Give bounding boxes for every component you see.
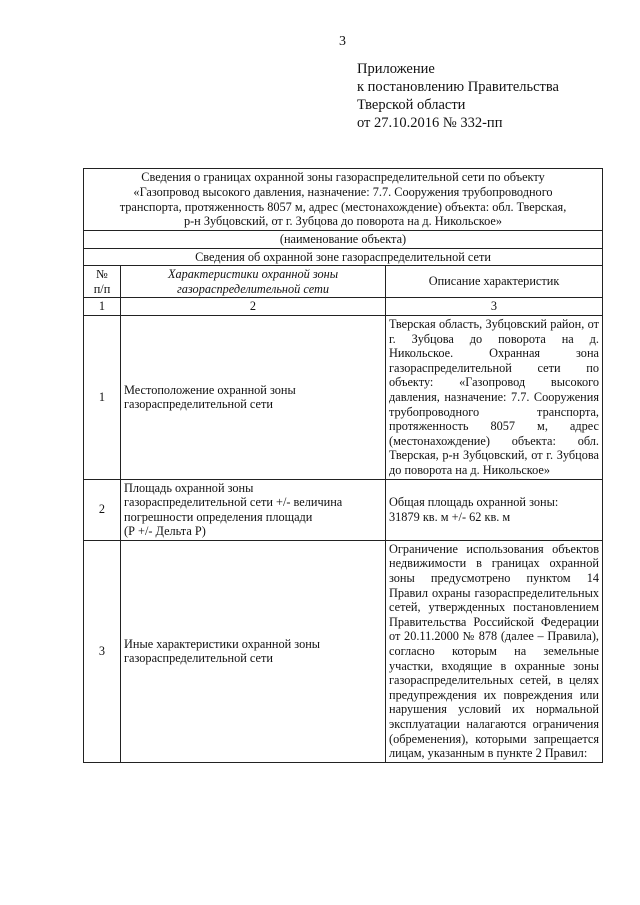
appendix-line: Приложение [357, 61, 435, 77]
appendix-block [357, 60, 559, 132]
table-row [84, 540, 603, 762]
row-description: Тверская область, Зубцовский район, от г. Зубцова до поворота на д. Никольское. Охранная зона газораспределительной сети по объекту: «Газопровод высокого давления, назначение: 7.7. Сооружения трубопроводного транспорта, протяженность 8057 м, адрес (местонахождение) объекта: обл. Тверская, р-н Зубцовский, от г. Зубцова до поворота на д. Никольское» [386, 315, 603, 479]
object-name-label: (наименование объекта) [84, 231, 603, 249]
table-title-row [84, 169, 603, 231]
column-index: 2 [121, 298, 386, 316]
column-index: 1 [84, 298, 121, 316]
section-title: Сведения об охранной зоне газораспределительной сети [84, 248, 603, 266]
table-title: Сведения о границах охранной зоны газораспределительной сети по объекту «Газопровод высокого давления, назначение: 7.7. Сооружения трубопроводного транспорта, протяженность 8057 м, адрес (местонахождение) объекта: обл. Тверская, р-н Зубцовский, от г. Зубцова до поворота на д. Никольское» [84, 169, 603, 231]
page-number: 3 [339, 34, 346, 49]
column-header-description: Описание характеристик [386, 266, 603, 298]
section-title-row [84, 248, 603, 266]
row-number: 1 [84, 315, 121, 479]
appendix-line: к постановлению Правительства [357, 79, 559, 95]
object-name-row [84, 231, 603, 249]
table-row [84, 479, 603, 540]
row-characteristic: Местоположение охранной зоны газораспределительной сети [121, 315, 386, 479]
zone-info-table [83, 168, 603, 763]
row-description: Ограничение использования объектов недвижимости в границах охранной зоны предусмотрено пунктом 14 Правил охраны газораспределительных сетей, утвержденных постановлением Правительства Российской Федерации от 20.11.2000 № 878 (далее – Правила), согласно которым на земельные участки, входящие в охранные зоны газораспределительных сетей, в целях предупреждения их повреждения или нарушения условий их нормальной эксплуатации налагаются ограничения (обременения), которыми запрещается лицам, указанным в пункте 2 Правил: [386, 540, 603, 762]
row-description: Общая площадь охранной зоны: 31879 кв. м +/- 62 кв. м [386, 479, 603, 540]
column-header-row [84, 266, 603, 298]
row-number: 3 [84, 540, 121, 762]
row-characteristic: Площадь охранной зоны газораспределительной сети +/- величина погрешности определения площади (Р +/- Дельта Р) [121, 479, 386, 540]
column-index: 3 [386, 298, 603, 316]
appendix-line: Тверской области [357, 97, 466, 113]
row-characteristic: Иные характеристики охранной зоны газораспределительной сети [121, 540, 386, 762]
column-index-row [84, 298, 603, 316]
column-header-characteristic: Характеристики охранной зоны газораспределительной сети [121, 266, 386, 298]
row-number: 2 [84, 479, 121, 540]
table-row [84, 315, 603, 479]
appendix-date-line: от 27.10.2016 № 332-пп [357, 115, 503, 131]
column-header-number: № п/п [84, 266, 121, 298]
